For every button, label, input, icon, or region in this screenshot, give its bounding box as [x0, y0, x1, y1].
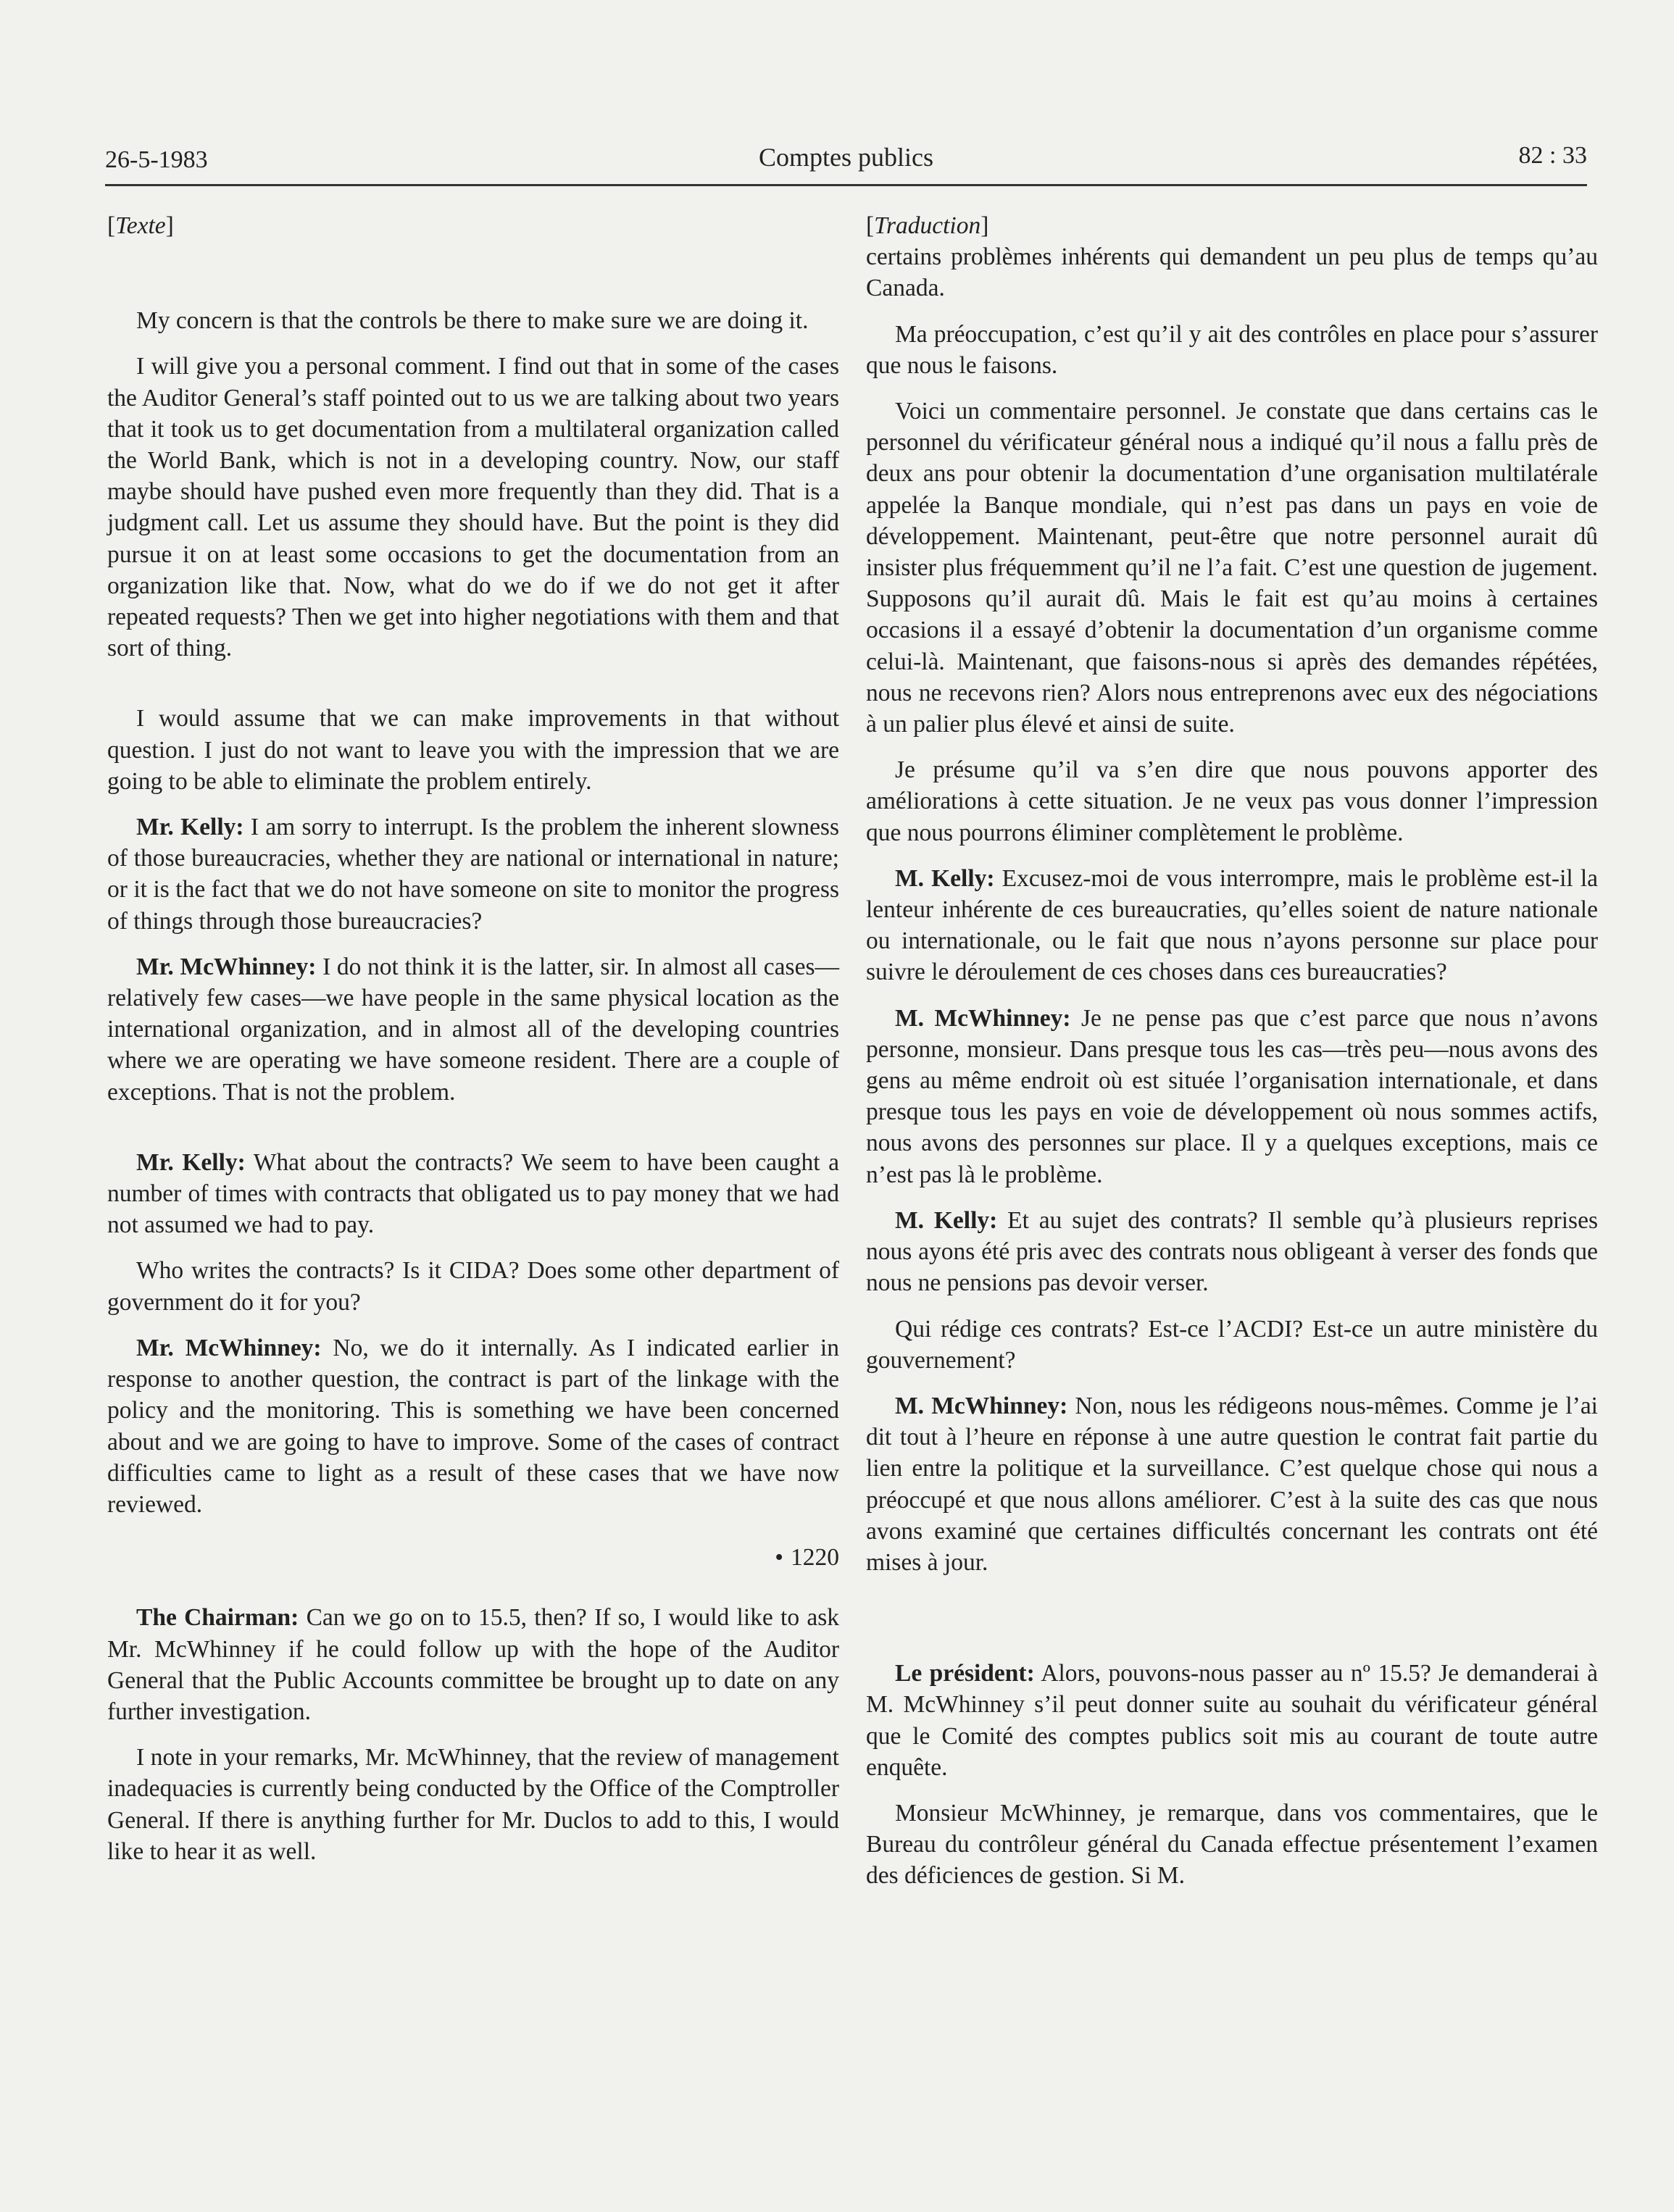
speaker-paragraph: M. Kelly: Et au sujet des contrats? Il semble qu’à plusieurs reprises nous ayons été pris avec des contrats nous obligeant à verser des fonds que nous ne pensions pas devoir verser.: [866, 1206, 1598, 1297]
paragraph: Monsieur McWhinney, je remarque, dans vos commentaires, que le Bureau du contrôleur général du Canada effectue présentement l’examen des déficiences de gestion. Si M.: [866, 1799, 1598, 1890]
speaker-name: Mr. McWhinney:: [136, 953, 317, 980]
header-title: Comptes publics: [759, 143, 933, 172]
header-date: 26-5-1983: [105, 146, 208, 173]
time-stamp: • 1220: [775, 1544, 839, 1572]
speaker-paragraph: M. Kelly: Excusez-moi de vous interrompre, mais le problème est-il la lenteur inhérente de ces bureaucraties, qu’elles soient de nature nationale ou internationale, ou le fait que nous n’ayons personne sur place pour suivre le déroulement de ces choses dans ces bureaucraties?: [866, 864, 1598, 986]
speaker-paragraph: M. McWhinney: Non, nous les rédigeons nous-mêmes. Comme je l’ai dit tout à l’heure en réponse à une autre question le contrat fait partie du lien entre la politique et la surveillance. C’est quelque chose qui nous a préoccupé et que nous allons améliorer. C’est à la suite des cas que nous avons examiné que certaines difficultés concernant les contrats ont été mises à jour.: [866, 1392, 1598, 1576]
speaker-paragraph: Mr. Kelly: What about the contracts? We seem to have been caught a number of times with contracts that obligated us to pay money that we had not assumed we had to pay.: [107, 1148, 840, 1239]
paragraph: My concern is that the controls be there to make sure we are doing it.: [136, 307, 809, 335]
paragraph: Je présume qu’il va s’en dire que nous pouvons apporter des améliorations à cette situation. Je ne veux pas vous donner l’impression que nous pourrons éliminer complètement le problème.: [866, 756, 1598, 846]
paragraph: I will give you a personal comment. I find out that in some of the cases the Auditor General’s staff pointed out to us we are talking about two years that it took us to get documentation from a multilateral organization called the World Bank, which is not in a developing country. Now, our staff maybe should have pushed even more frequently than they did. That is a judgment call. Let us assume they should have. But the point is they did pursue it on at least some occasions to get the documentation from an organization like that. Now, what do we do if we do not get it after repeated requests? Then we get into higher negotiations with them and that sort of thing.: [107, 353, 839, 662]
speaker-name: M. Kelly:: [895, 1206, 998, 1234]
paragraph: Ma préoccupation, c’est qu’il y ait des contrôles en place pour s’assurer que nous le faisons.: [866, 320, 1598, 379]
speaker-name: Le président:: [895, 1660, 1035, 1687]
english-column: [107, 210, 839, 1882]
speaker-paragraph: M. McWhinney: Je ne pense pas que c’est parce que nous n’avons personne, monsieur. Dans presque tous les cas—très peu—nous avons des gens au même endroit où est située l’organisation internationale, et dans presque tous les pays en voie de développement où nous sommes actifs, nous avons des personnes sur place. Il y a quelques exceptions, mais ce n’est pas là le problème.: [866, 1004, 1598, 1188]
speaker-name: Mr. McWhinney:: [136, 1334, 322, 1361]
bullet-icon: •: [775, 1544, 783, 1572]
paragraph: Qui rédige ces contrats? Est-ce l’ACDI? Est-ce un autre ministère du gouvernement?: [866, 1315, 1598, 1374]
speaker-paragraph: Mr. McWhinney: No, we do it internally. As I indicated earlier in response to another question, the contract is part of the linkage with the policy and the monitoring. This is something we have been concerned about and we are going to have to improve. Some of the cases of contract difficulties came to light as a result of these cases that we have now reviewed.: [107, 1334, 839, 1518]
paragraph: I would assume that we can make improvements in that without question. I just do not want to leave you with the impression that we are going to be able to eliminate the problem entirely.: [107, 705, 839, 795]
speaker-name: M. McWhinney:: [895, 1004, 1071, 1032]
paragraph: Who writes the contracts? Is it CIDA? Does some other department of government do it for you?: [107, 1257, 839, 1316]
french-column: [866, 210, 1598, 1906]
paragraph: Voici un commentaire personnel. Je constate que dans certains cas le personnel du vérificateur général nous a indiqué qu’il nous a fallu près de deux ans pour obtenir la documentation d’une organisation multilatérale appelée la Banque mondiale, qui n’est pas dans un pays en voie de développement. Maintenant, peut-être que notre personnel aurait dû insister plus fréquemment qu’il ne l’a fait. C’est une question de jugement. Supposons qu’il aurait dû. Mais le fait est qu’au moins à certaines occasions il a essayé d’obtenir la documentation d’un organisme comme celui-là. Maintenant, que faisons-nous si après des demandes répétées, nous ne recevons rien? Alors nous entreprenons avec eux des négociations à un palier plus élevé et ainsi de suite.: [866, 398, 1598, 738]
speaker-paragraph: Le président: Alors, pouvons-nous passer au nº 15.5? Je demanderai à M. McWhinney s’il peut donner suite au souhait du vérificateur général que le Comité des comptes publics soit mis au courant de toute autre enquête.: [866, 1660, 1599, 1781]
speaker-paragraph: Mr. McWhinney: I do not think it is the latter, sir. In almost all cases—relatively few cases—we have people in the same physical location as the international organization, and in almost all of the developing countries where we are operating we have someone resident. There are a couple of exceptions. That is not the problem.: [107, 953, 839, 1106]
speaker-paragraph: The Chairman: Can we go on to 15.5, then? If so, I would like to ask Mr. McWhinney if he could follow up with the hope of the Auditor General that the Public Accounts committee be brought up to date on any further investigation.: [107, 1604, 839, 1725]
section-marker-texte: [Texte]: [107, 212, 174, 239]
speaker-name: The Chairman:: [136, 1604, 299, 1632]
speaker-paragraph: Mr. Kelly: I am sorry to interrupt. Is the problem the inherent slowness of those bureaucracies, whether they are national or international in nature; or it is the fact that we do not have someone on site to monitor the progress of things through those bureaucracies?: [107, 814, 840, 935]
paragraph: certains problèmes inhérents qui demandent un peu plus de temps qu’au Canada.: [866, 243, 1598, 302]
paragraph: I note in your remarks, Mr. McWhinney, that the review of management inadequacies is currently being conducted by the Office of the Comptroller General. If there is anything further for Mr. Duclos to add to this, I would like to hear it as well.: [107, 1744, 839, 1865]
section-marker-traduction: [Traduction]: [866, 212, 989, 239]
speaker-name: Mr. Kelly:: [136, 814, 244, 841]
speaker-name: M. Kelly:: [895, 864, 995, 892]
speaker-name: M. McWhinney:: [895, 1392, 1068, 1419]
header-page-number: 82 : 33: [1518, 142, 1587, 169]
speaker-name: Mr. Kelly:: [136, 1148, 246, 1176]
page-header: [105, 142, 1587, 186]
